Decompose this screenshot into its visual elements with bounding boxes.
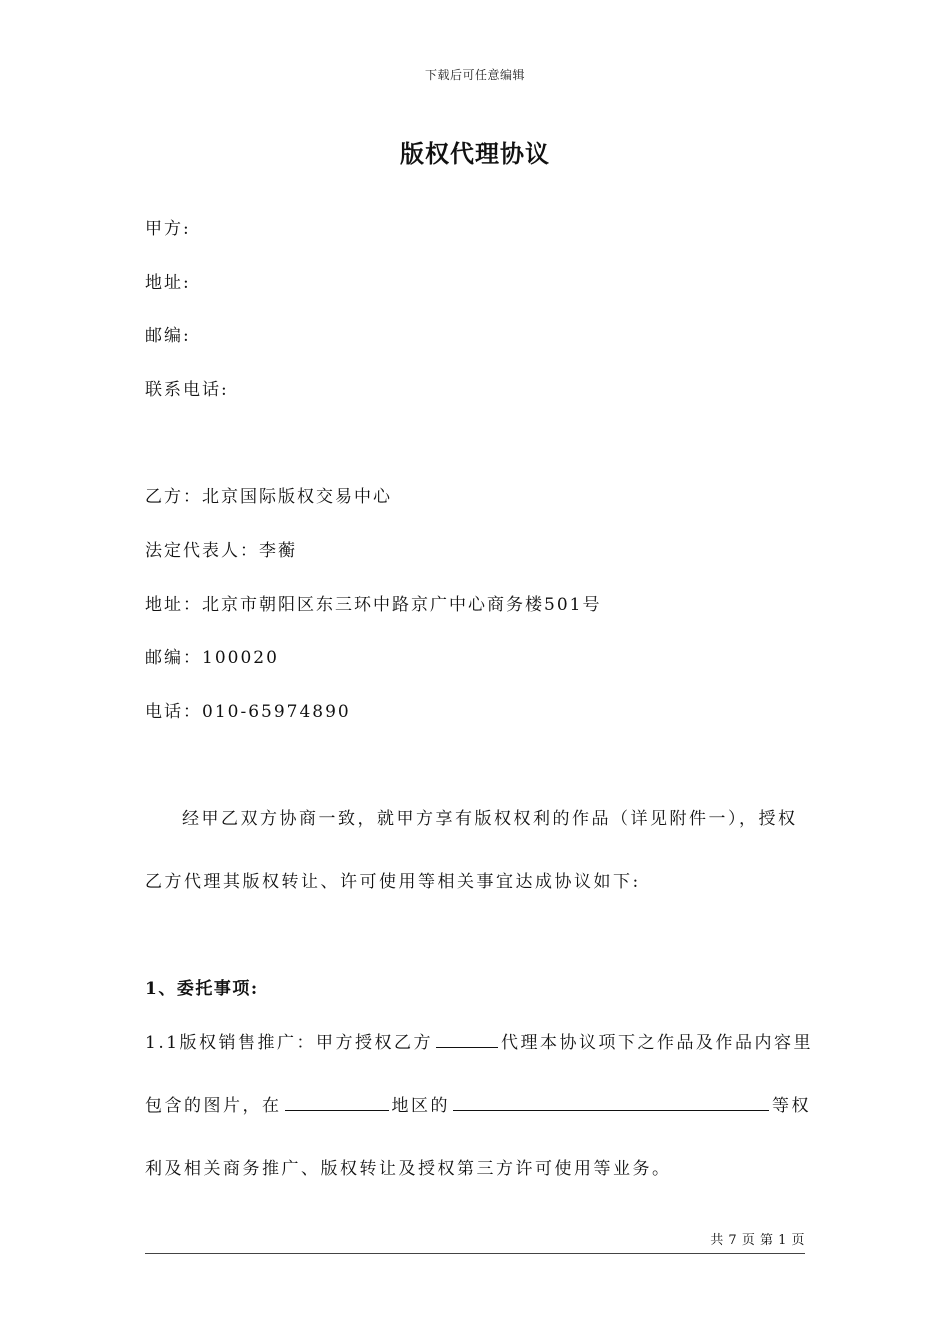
party-b-postcode: 邮编：100020 [145,648,279,668]
party-a-name-label: 甲方: [145,219,191,239]
rights-blank [453,1096,769,1111]
clause-1-1-line-3: 利及相关商务推广、版权转让及授权第三方许可使用等业务。 [145,1159,672,1179]
page-number: 共 7 页 第 1 页 [710,1233,805,1248]
clause-1-1-text-a: 1.1版权销售推广：甲方授权乙方 [145,1033,434,1053]
intro-line-1: 经甲乙双方协商一致，就甲方享有版权权利的作品（详见附件一），授权 [182,809,798,829]
party-b-address: 地址：北京市朝阳区东三环中路京广中心商务楼501号 [145,595,602,615]
clause-1-1-line-2 [145,1091,811,1116]
party-b-phone: 电话：010-65974890 [145,702,351,722]
header-note: 下载后可任意编辑 [424,68,525,82]
section-1-heading: 1、委托事项: [145,979,259,999]
clause-1-1-line-1 [145,1028,814,1053]
agent-type-blank [436,1033,498,1048]
clause-1-1-text-c: 包含的图片，在 [145,1096,282,1116]
party-a-phone-label: 联系电话: [145,380,229,400]
clause-1-1-text-d: 地区的 [391,1096,450,1116]
clause-1-1-text-e: 等权 [772,1096,811,1116]
party-a-postcode-label: 邮编: [145,326,191,346]
intro-line-2: 乙方代理其版权转让、许可使用等相关事宜达成协议如下: [145,872,641,892]
party-a-address-label: 地址: [145,273,191,293]
document-title: 版权代理协议 [400,139,550,168]
clause-1-1-text-b: 代理本协议项下之作品及作品内容里 [501,1033,814,1053]
footer-divider [145,1253,805,1254]
party-b-name: 乙方：北京国际版权交易中心 [145,487,392,507]
party-b-representative: 法定代表人：李蘅 [145,541,297,561]
region-blank [285,1096,389,1111]
